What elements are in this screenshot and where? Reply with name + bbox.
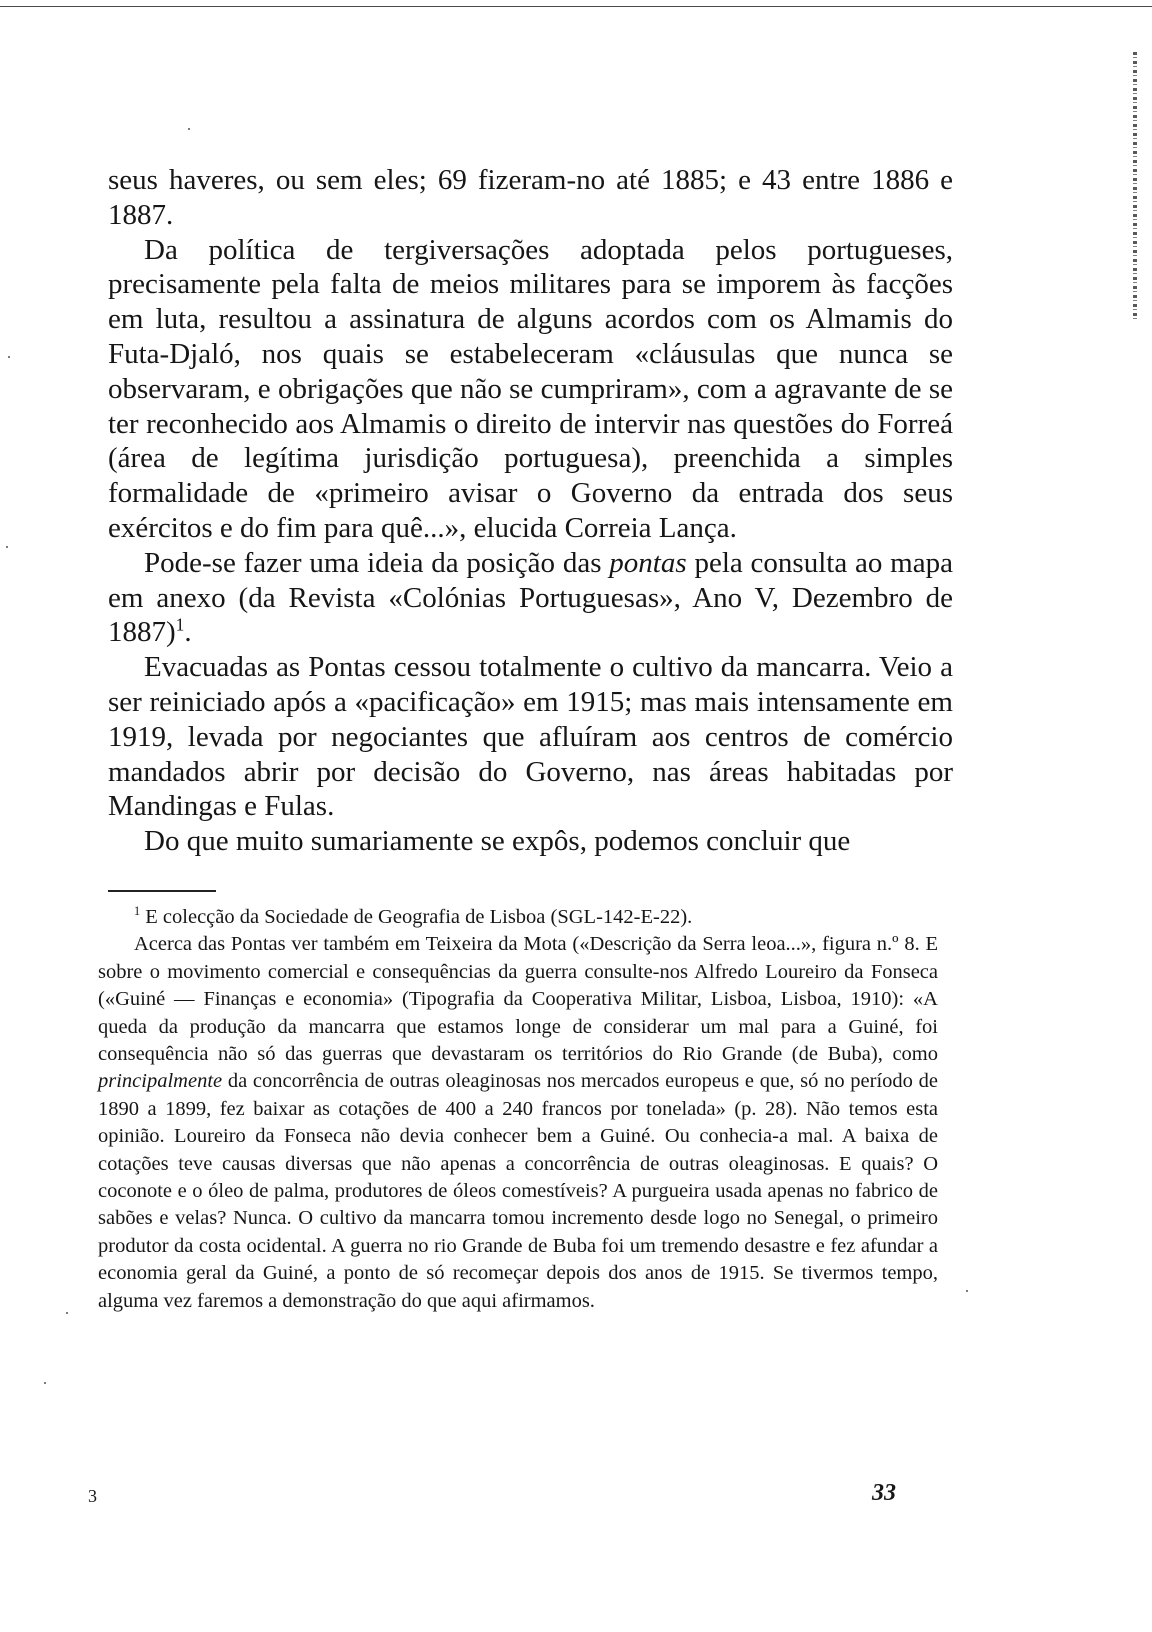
emphasis-pontas: pontas — [609, 546, 687, 579]
scan-edge-shadow — [1133, 52, 1137, 322]
footnote-marker: 1 — [134, 904, 141, 919]
signature-mark: 3 — [88, 1486, 97, 1506]
footnote-ref[interactable]: 1 — [175, 614, 185, 635]
paragraph-2: Da política de tergiversações adoptada pelos portugueses, precisamente pela falta de meios militares para se imporem às facções em luta, resultou a assinatura de alguns acordos com os Almamis do Futa-Djaló, nos quais se estabeleceram «cláusulas que nunca se observaram, e obrigações que não se cumpriram», com a agravante de se ter reconhecido aos Almamis o direito de intervir nas questões do Forreá (área de legítima jurisdição portuguesa), preenchida a simples formalidade de «primeiro avisar o Governo da entrada dos seus exércitos e do fim para quê...», elucida Correia Lança. — [108, 233, 953, 544]
paragraph-1: seus haveres, ou sem eles; 69 fizeram-no até 1885; e 43 entre 1886 e 1887. — [108, 164, 953, 231]
paragraph-4: Evacuadas as Pontas cessou totalmente o cultivo da mancarra. Veio a ser reiniciado após a «pacificação» em 1915; mas mais intensamente em 1919, levada por negociantes que afluíram aos centros de comércio mandados abrir por decisão do Governo, nas áreas habitadas por Mandingas e Fulas. — [108, 651, 953, 823]
scan-speck — [66, 1312, 68, 1314]
footnotes — [98, 904, 938, 1315]
scan-speck — [44, 1382, 46, 1384]
scan-top-border — [0, 6, 1152, 7]
footnote-separator — [108, 890, 216, 892]
scan-speck — [966, 1290, 968, 1292]
scan-speck — [6, 546, 8, 548]
footnote-1: $^1$ E colecção da Sociedade de Geografia de Lisboa (SGL-142-E-22). — [134, 904, 693, 928]
page-number: 33 — [872, 1480, 896, 1506]
footnote-1-continued: Acerca das Pontas ver também em Teixeira da Mota («Descrição da Serra leoa...», figura n.º 8. E sobre o movimento comercial e consequências da guerra consulte-nos Alfredo Loureiro da Fonseca («Guiné — Finanças e economia» (Tipografia da Cooperativa Militar, Lisboa, Lisboa, 1910): «A queda da produção da mancarra que estamos longe de considerar um mal para a Guiné, foi consequência não só das guerras que devastaram os territórios do Rio Grande (de Buba), como principalmente da concorrência de outras oleaginosas nos mercados europeus e que, só no período de 1890 a 1899, fez baixar as cotações de 400 a 240 francos por tonelada» (p. 28). Não temos esta opinião. Loureiro da Fonseca não devia conhecer bem a Guiné. Ou conhecia-a mal. A baixa de cotações teve causas diversas que não apenas a concorrência de outras oleaginosas. E quais? O coconote e o óleo de palma, produtores de óleos comestíveis? A purgueira usada apenas no fabrico de sabões e velas? Nunca. O cultivo da mancarra tomou incremento desde logo no Senegal, o primeiro produtor da costa ocidental. A guerra no rio Grande de Buba foi um tremendo desastre e fez afundar a economia geral da Guiné, a ponto de só recomeçar depois dos anos de 1915. Se tivermos tempo, alguma vez faremos a demonstração do que aqui afirmamos. — [98, 933, 938, 1312]
scan-speck — [188, 128, 190, 130]
emphasis-principalmente: principalmente — [98, 1070, 223, 1093]
scan-speck — [8, 356, 10, 358]
paragraph-3: Pode-se fazer uma ideia da posição das pontas pela consulta ao mapa em anexo (da Revista «Colónias Portuguesas», Ano V, Dezembro de 1887)$^1$. — [108, 546, 953, 649]
paragraph-5: Do que muito sumariamente se expôs, podemos concluir que — [144, 825, 851, 858]
main-text — [108, 163, 953, 859]
